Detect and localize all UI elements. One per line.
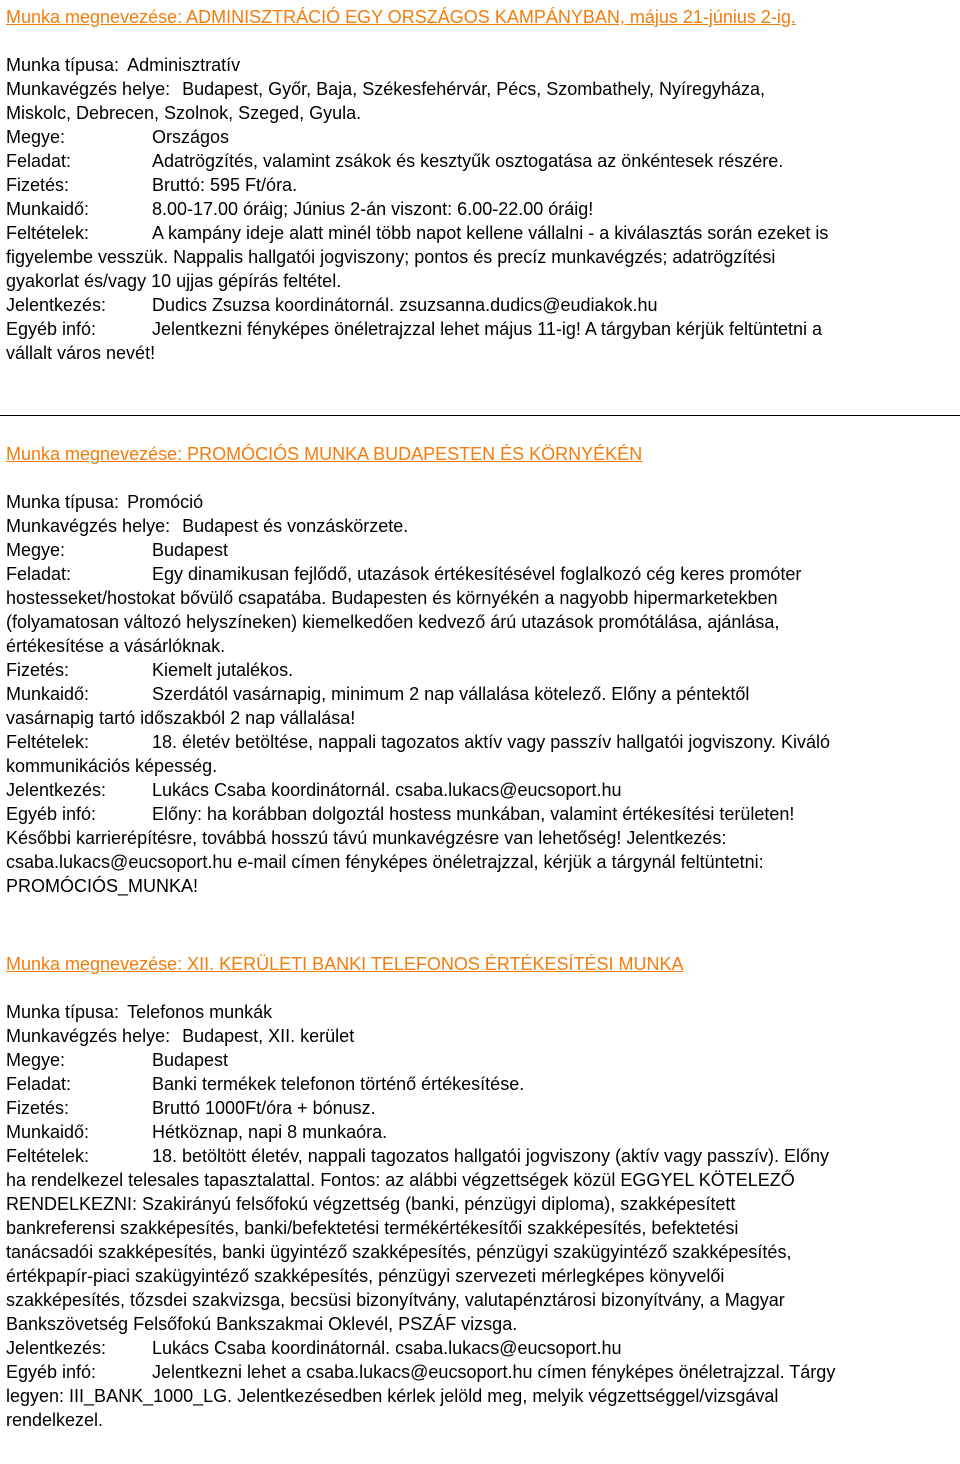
county-value: Budapest <box>152 540 229 560</box>
conditions-label: Feltételek: <box>6 223 90 243</box>
task-row <box>6 149 956 173</box>
hours-label: Munkaidő: <box>6 199 90 219</box>
job-listing-bank-telesales <box>6 952 956 1432</box>
other-info-row <box>6 1360 956 1384</box>
job-type-label: Munka típusa: <box>6 55 120 75</box>
apply-label: Jelentkezés: <box>6 295 107 315</box>
other-info-cont: Későbbi karrierépítésre, továbbá hosszú távú munkavégzésre van lehetőség! Jelentkezés: <box>6 828 727 848</box>
conditions-cont: szakképesítés, tőzsdei szakvizsga, becsüsi bizonyítvány, valutapénztárosi bizonyítvány, a Magyar <box>6 1290 785 1310</box>
task-value: Banki termékek telefonon történő értékesítése. <box>152 1074 525 1094</box>
other-info-cont: legyen: III_BANK_1000_LG. Jelentkezésedben kérlek jelöld meg, melyik végzettséggel/vizsgával <box>6 1386 779 1406</box>
conditions-cont: gyakorlat és/vagy 10 ujjas gépírás feltétel. <box>6 271 342 291</box>
hours-cont: vasárnapig tartó időszakból 2 nap vállalása! <box>6 708 356 728</box>
job-location-row <box>6 1024 956 1048</box>
conditions-label: Feltételek: <box>6 1146 90 1166</box>
apply-row <box>6 293 956 317</box>
conditions-cont: bankreferensi szakképesítés, banki/befektetési termékértékesítői szakképesítés, befektetési <box>6 1218 739 1238</box>
task-label: Feladat: <box>6 1074 72 1094</box>
conditions-cont: kommunikációs képesség. <box>6 756 218 776</box>
conditions-cont: ha rendelkezel telesales tapasztalattal. Fontos: az alábbi végzettségek közül EGGYEL KÖTELEZŐ <box>6 1170 795 1190</box>
pay-label: Fizetés: <box>6 175 70 195</box>
job-type-label: Munka típusa: <box>6 492 120 512</box>
hours-label: Munkaidő: <box>6 684 90 704</box>
job-type-value: Adminisztratív <box>127 55 241 75</box>
county-value: Országos <box>152 127 230 147</box>
conditions-row <box>6 1144 956 1168</box>
pay-row <box>6 1096 956 1120</box>
county-row <box>6 538 956 562</box>
section-divider <box>0 415 960 416</box>
conditions-row <box>6 221 956 245</box>
task-cont: értékesítése a vásárlóknak. <box>6 636 226 656</box>
other-info-cont: vállalt város nevét! <box>6 343 156 363</box>
job-type-row <box>6 490 956 514</box>
other-info-cont: csaba.lukacs@eucsoport.hu e-mail címen fényképes önéletrajzzal, kérjük a tárgynál feltüntetni: <box>6 852 764 872</box>
job-listing-administration <box>6 0 956 365</box>
job-type-row <box>6 1000 956 1024</box>
apply-label: Jelentkezés: <box>6 1338 107 1358</box>
conditions-row <box>6 730 956 754</box>
job-type-row <box>6 53 956 77</box>
other-info-label: Egyéb infó: <box>6 319 97 339</box>
hours-value: Szerdától vasárnapig, minimum 2 nap vállalása kötelező. Előny a péntektől <box>152 684 750 704</box>
pay-value: Bruttó 1000Ft/óra + bónusz. <box>152 1098 376 1118</box>
conditions-value: 18. betöltött életév, nappali tagozatos hallgatói jogviszony (aktív vagy passzív). Előny <box>152 1146 830 1166</box>
task-value: Adatrögzítés, valamint zsákok és kesztyűk osztogatása az önkéntesek részére. <box>152 151 784 171</box>
other-info-cont: rendelkezel. <box>6 1410 104 1430</box>
county-value: Budapest <box>152 1050 229 1070</box>
county-label: Megye: <box>6 127 66 147</box>
other-info-value: Jelentkezni lehet a csaba.lukacs@eucsoport.hu címen fényképes önéletrajzzal. Tárgy <box>152 1362 836 1382</box>
job-location-cont: Miskolc, Debrecen, Szolnok, Szeged, Gyula. <box>6 103 362 123</box>
conditions-cont: RENDELKEZNI: Szakirányú felsőfokú végzettség (banki, pénzügyi diploma), szakképesített <box>6 1194 736 1214</box>
conditions-cont: figyelembe vesszük. Nappalis hallgatói jogviszony; pontos és precíz munkavégzés; adatrögzítési <box>6 247 776 267</box>
other-info-row <box>6 802 956 826</box>
pay-value: Kiemelt jutalékos. <box>152 660 294 680</box>
job-title: Munka megnevezése: XII. KERÜLETI BANKI TELEFONOS ÉRTÉKESÍTÉSI MUNKA <box>6 954 684 974</box>
task-row <box>6 1072 956 1096</box>
apply-row <box>6 778 956 802</box>
other-info-value: Előny: ha korábban dolgoztál hostess munkában, valamint értékesítési területen! <box>152 804 795 824</box>
job-type-value: Telefonos munkák <box>127 1002 273 1022</box>
job-location-value: Budapest, Győr, Baja, Székesfehérvár, Pécs, Szombathely, Nyíregyháza, <box>182 79 766 99</box>
other-info-value: Jelentkezni fényképes önéletrajzzal lehet május 11-ig! A tárgyban kérjük feltüntetni a <box>152 319 823 339</box>
job-location-label: Munkavégzés helye: <box>6 79 171 99</box>
apply-label: Jelentkezés: <box>6 780 107 800</box>
job-location-value: Budapest és vonzáskörzete. <box>182 516 409 536</box>
task-cont: hostesseket/hostokat bővülő csapatába. Budapesten és környékén a nagyobb hipermarketekben <box>6 588 778 608</box>
hours-row <box>6 682 956 706</box>
conditions-label: Feltételek: <box>6 732 90 752</box>
job-title: Munka megnevezése: PROMÓCIÓS MUNKA BUDAPESTEN ÉS KÖRNYÉKÉN <box>6 444 643 464</box>
job-type-value: Promóció <box>127 492 204 512</box>
county-row <box>6 1048 956 1072</box>
hours-row <box>6 1120 956 1144</box>
task-row <box>6 562 956 586</box>
pay-label: Fizetés: <box>6 1098 70 1118</box>
other-info-label: Egyéb infó: <box>6 1362 97 1382</box>
other-info-row <box>6 317 956 341</box>
conditions-cont: Bankszövetség Felsőfokú Bankszakmai Oklevél, PSZÁF vizsga. <box>6 1314 518 1334</box>
other-info-cont: PROMÓCIÓS_MUNKA! <box>6 876 199 896</box>
task-label: Feladat: <box>6 564 72 584</box>
pay-value: Bruttó: 595 Ft/óra. <box>152 175 298 195</box>
apply-value: Dudics Zsuzsa koordinátornál. zsuzsanna.dudics@eudiakok.hu <box>152 295 658 315</box>
conditions-value: 18. életév betöltése, nappali tagozatos aktív vagy passzív hallgatói jogviszony. Kiváló <box>152 732 831 752</box>
apply-value: Lukács Csaba koordinátornál. csaba.lukacs@eucsoport.hu <box>152 1338 622 1358</box>
county-label: Megye: <box>6 540 66 560</box>
pay-label: Fizetés: <box>6 660 70 680</box>
job-location-label: Munkavégzés helye: <box>6 1026 171 1046</box>
job-location-row <box>6 514 956 538</box>
job-location-row <box>6 77 956 101</box>
apply-value: Lukács Csaba koordinátornál. csaba.lukacs@eucsoport.hu <box>152 780 622 800</box>
pay-row <box>6 173 956 197</box>
other-info-label: Egyéb infó: <box>6 804 97 824</box>
job-listing-promotion <box>6 442 956 898</box>
county-row <box>6 125 956 149</box>
conditions-cont: tanácsadói szakképesítés, banki ügyintéző szakképesítés, pénzügyi szakügyintéző szakképesítés, <box>6 1242 792 1262</box>
job-type-label: Munka típusa: <box>6 1002 120 1022</box>
pay-row <box>6 658 956 682</box>
task-label: Feladat: <box>6 151 72 171</box>
apply-row <box>6 1336 956 1360</box>
task-value: Egy dinamikusan fejlődő, utazások értékesítésével foglalkozó cég keres promóter <box>152 564 802 584</box>
hours-value: 8.00-17.00 óráig; Június 2-án viszont: 6.00-22.00 óráig! <box>152 199 594 219</box>
job-location-label: Munkavégzés helye: <box>6 516 171 536</box>
hours-value: Hétköznap, napi 8 munkaóra. <box>152 1122 388 1142</box>
county-label: Megye: <box>6 1050 66 1070</box>
job-location-value: Budapest, XII. kerület <box>182 1026 355 1046</box>
task-cont: (folyamatosan változó helyszíneken) kiemelkedően kedvező árú utazások promótálása, ajánlása, <box>6 612 780 632</box>
conditions-value: A kampány ideje alatt minél több napot kellene vállalni - a kiválasztás során ezeket is <box>152 223 829 243</box>
hours-row <box>6 197 956 221</box>
conditions-cont: értékpapír-piaci szakügyintéző szakképesítés, pénzügyi szervezeti mérlegképes könyvelői <box>6 1266 725 1286</box>
job-title: Munka megnevezése: ADMINISZTRÁCIÓ EGY ORSZÁGOS KAMPÁNYBAN, május 21-június 2-ig. <box>6 7 796 27</box>
hours-label: Munkaidő: <box>6 1122 90 1142</box>
